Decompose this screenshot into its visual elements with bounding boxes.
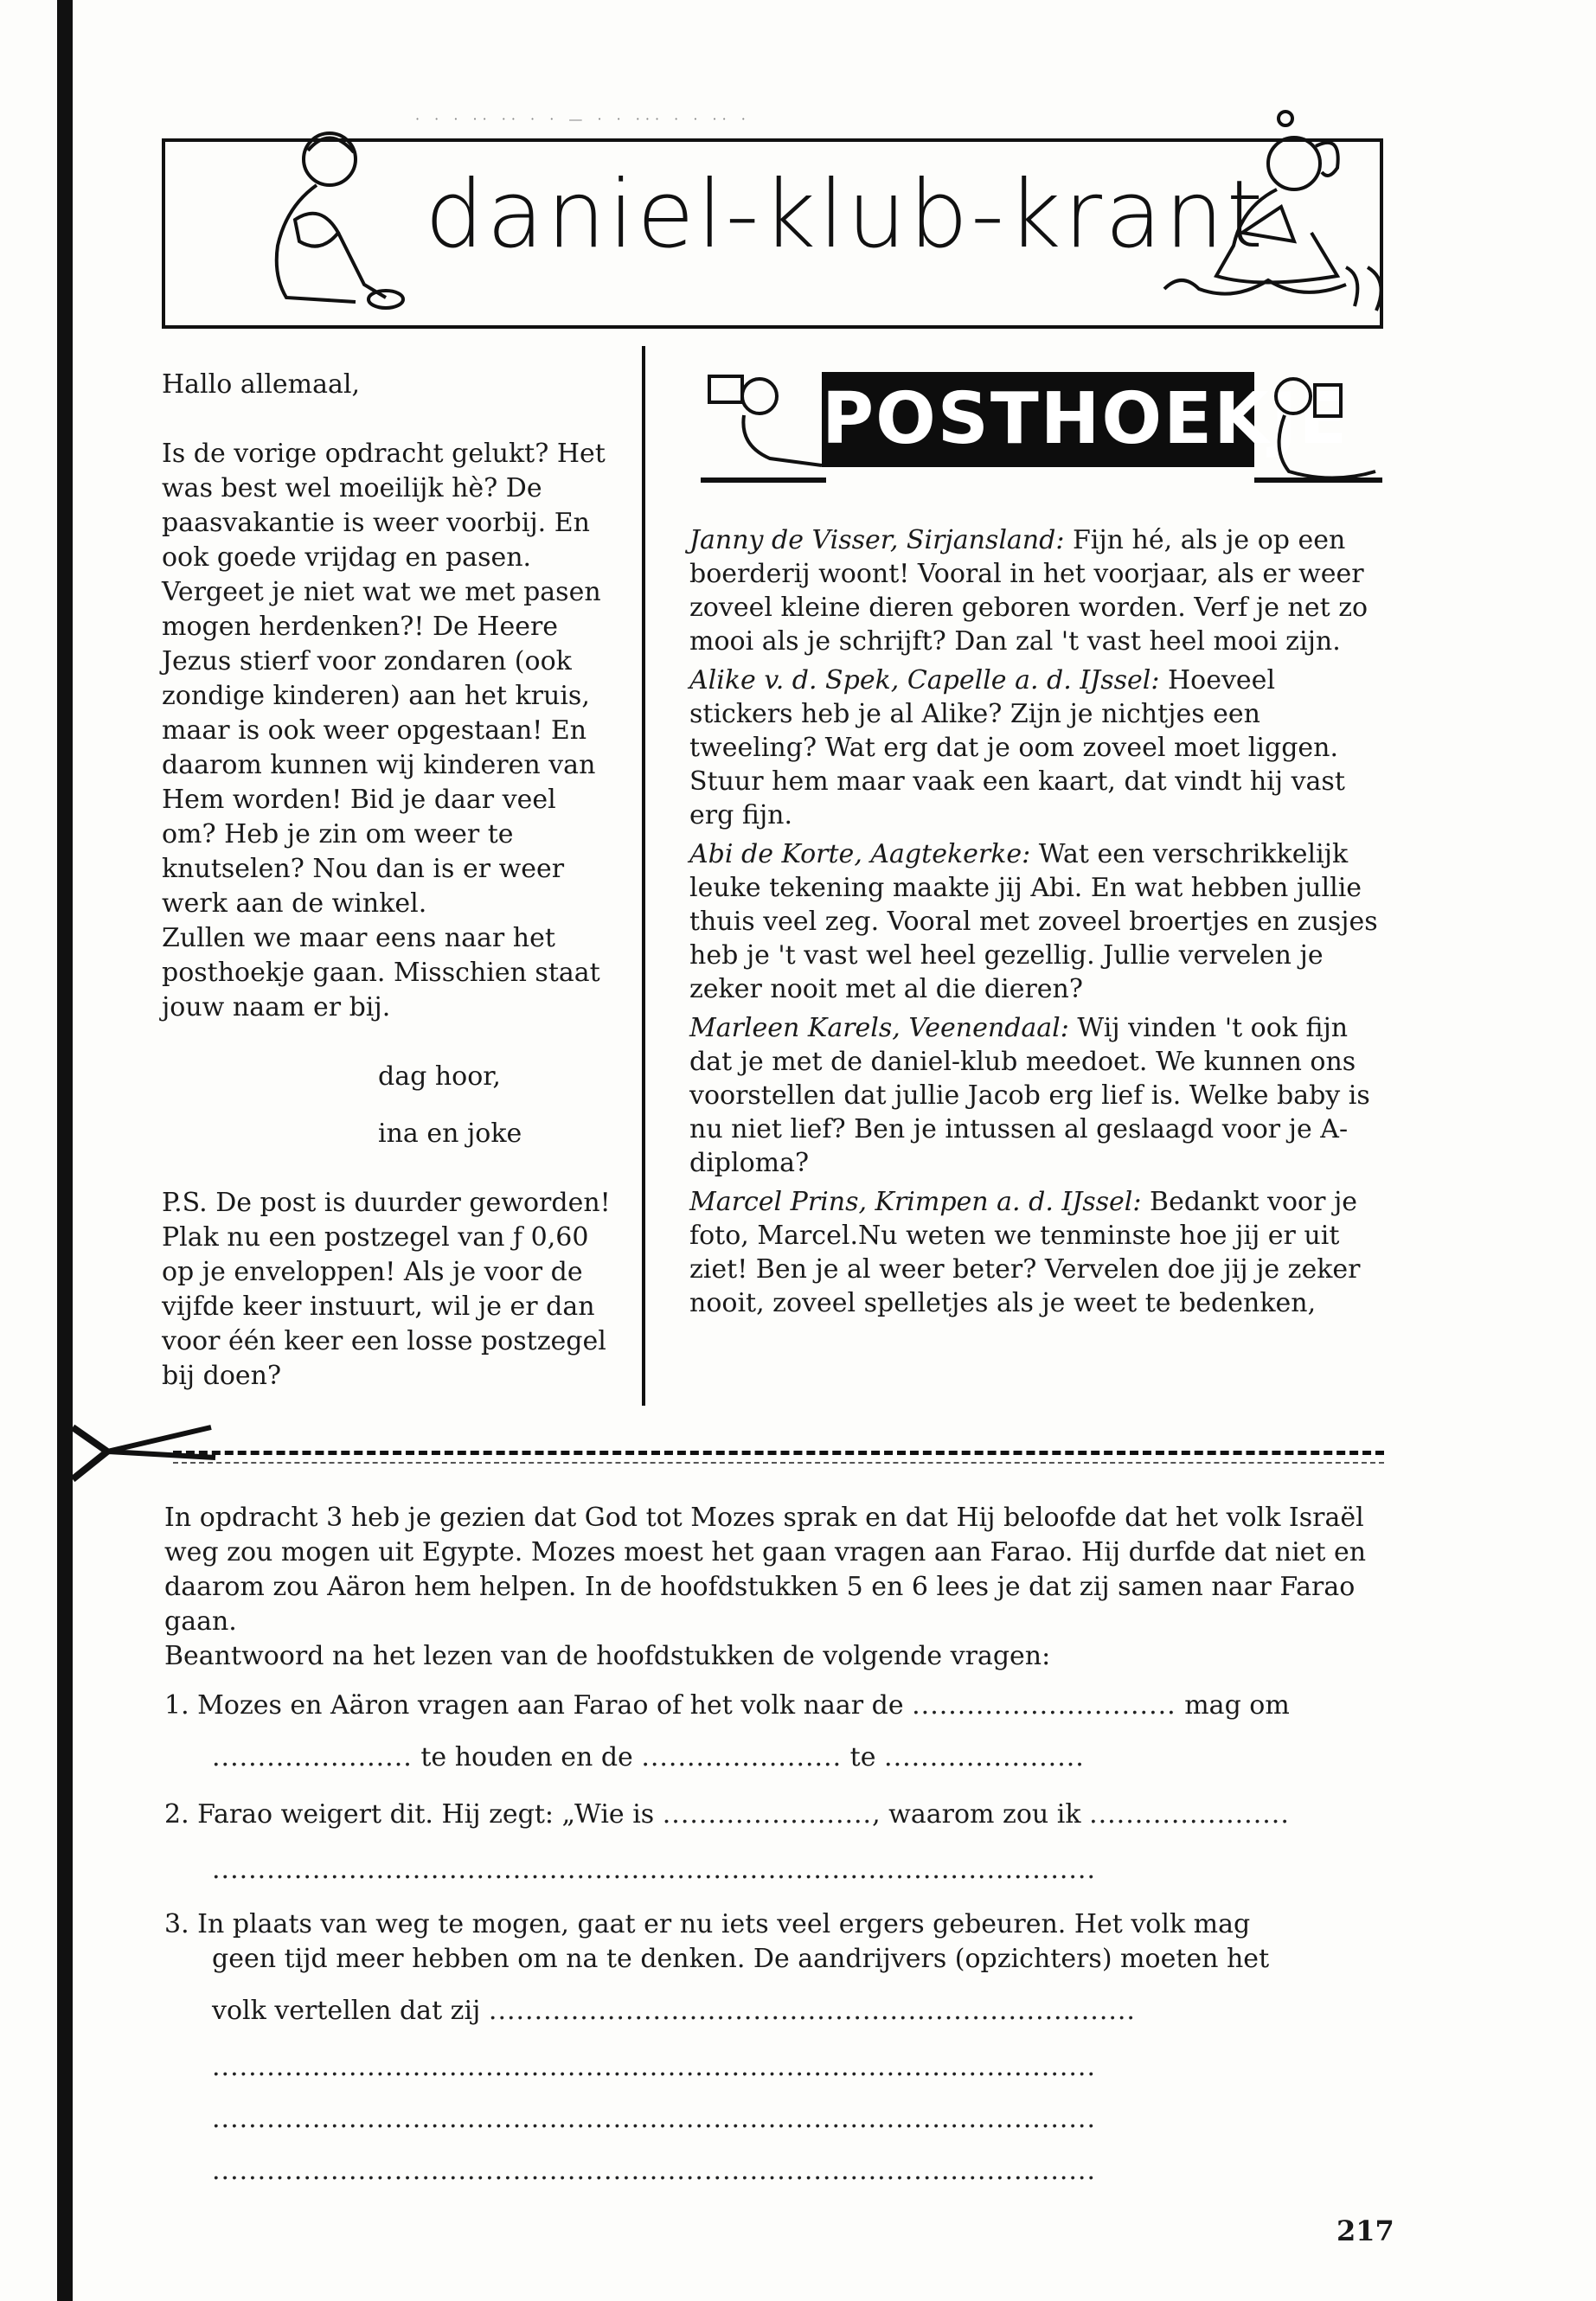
question-1-text-b: mag om bbox=[1184, 1690, 1290, 1721]
question-3-line-3 bbox=[212, 1994, 1136, 2029]
assignment-intro: In opdracht 3 heb je gezien dat God tot Mozes sprak en dat Hij beloofde dat het volk Israël weg zou mogen uit Egypte. Mozes moest het gaan vragen aan Farao. Hij durfde dat niet en daarom zou Aäron hem helpen. In de hoofdstukken 5 en 6 lees je dat zij samen naar Farao gaan. bbox=[164, 1503, 1367, 1637]
masthead bbox=[162, 138, 1383, 329]
answer-line[interactable]: ................................................................................................. bbox=[212, 2104, 1097, 2134]
post-entry bbox=[689, 663, 1386, 832]
cut-line bbox=[173, 1451, 1384, 1455]
question-1-text-c: te houden en de bbox=[420, 1742, 633, 1772]
cut-line-inner bbox=[173, 1462, 1384, 1464]
question-2-text: 2. Farao weigert dit. Hij zegt: „Wie is bbox=[164, 1799, 655, 1830]
scan-speckle: · · · ·· ·· · · — · · ··· · · ·· · bbox=[415, 111, 751, 127]
letter-closing: dag hoor, bbox=[378, 1061, 501, 1092]
assignment-intro-block bbox=[164, 1501, 1386, 1674]
post-entry-text: Hoeveel stickers heb je al Alike? Zijn je nichtjes een tweeling? Wat erg dat je oom zoveel moet liggen. Stuur hem maar vaak een kaart, dat vindt hij vast erg fijn. bbox=[689, 665, 1345, 830]
question-3-text: 3. In plaats van weg te mogen, gaat er nu iets veel ergers gebeuren. Het volk mag bbox=[164, 1909, 1251, 1939]
answer-blank[interactable]: ...................... bbox=[641, 1742, 843, 1772]
post-entry-text: Bedankt voor je foto, Marcel.Nu weten we tenminste hoe jij er uit ziet! Ben je al weer beter? Vervelen doe jij je zeker nooit, zoveel spelletjes als je weet te bedenken, bbox=[689, 1187, 1361, 1318]
posthoekje-banner bbox=[692, 355, 1384, 493]
question-1-text-d: te bbox=[849, 1742, 876, 1772]
question-2-line-2 bbox=[212, 1853, 1096, 1888]
answer-blank[interactable]: ............................. bbox=[912, 1690, 1176, 1721]
reading-child-left-icon bbox=[692, 363, 830, 493]
answer-line[interactable]: ................................................................................................. bbox=[212, 2052, 1097, 2082]
post-entry bbox=[689, 523, 1386, 658]
answer-blank[interactable]: ...................... bbox=[212, 1742, 413, 1772]
letter-signature: ina en joke bbox=[378, 1118, 522, 1149]
girl-reading-illustration bbox=[1130, 103, 1389, 332]
question-3-text-c: volk vertellen dat zij bbox=[212, 1996, 481, 2026]
post-entry-name: Marleen Karels, Veenendaal: bbox=[689, 1013, 1069, 1043]
answer-line[interactable]: ................................................................................................. bbox=[212, 2156, 1097, 2186]
answer-blank[interactable]: ...................... bbox=[1089, 1799, 1290, 1830]
reading-child-right-icon bbox=[1254, 363, 1384, 493]
posthoekje-column bbox=[689, 523, 1386, 1325]
column-divider bbox=[642, 346, 645, 1406]
question-1-text: 1. Mozes en Aäron vragen aan Farao of het volk naar de bbox=[164, 1690, 904, 1721]
question-1-line-2 bbox=[212, 1740, 1085, 1775]
post-entry-name: Janny de Visser, Sirjansland: bbox=[689, 525, 1065, 555]
post-entry-text: Wij vinden 't ook fijn dat je met de daniel-klub meedoet. We kunnen ons voorstellen dat jullie Jacob erg lief is. Welke baby is nu niet lief? Ben je intussen al geslaagd voor je A-diploma? bbox=[689, 1013, 1370, 1178]
question-3-text-b: geen tijd meer hebben om na te denken. De aandrijvers (opzichters) moeten het bbox=[212, 1944, 1270, 1974]
letter-body: Is de vorige opdracht gelukt? Het was best wel moeilijk hè? De paasvakantie is weer voorbij. En ook goede vrijdag en pasen. Vergeet je niet wat we met pasen mogen herdenken?! De Heere Jezus stierf voor zondaren (ook zondige kinderen) aan het kruis, maar is ook weer opgestaan! En daarom kunnen wij kinderen van Hem worden! Bid je daar veel om? Heb je zin om weer te knutselen? Nou dan is er weer werk aan de winkel. bbox=[162, 439, 606, 919]
answer-blank[interactable]: ................................................................................................. bbox=[212, 1855, 1097, 1885]
masthead-title: daniel-klub-krant bbox=[425, 161, 1266, 269]
page-number: 217 bbox=[1336, 2214, 1394, 2247]
post-entry-text: Fijn hé, als je op een boerderij woont! Vooral in het voorjaar, als er weer zoveel kleine dieren geboren worden. Verf je net zo mooi als je schrijft? Dan zal 't vast heel mooi zijn. bbox=[689, 525, 1368, 657]
letter-greeting: Hallo allemaal, bbox=[162, 369, 361, 400]
post-entry-name: Abi de Korte, Aagtekerke: bbox=[689, 839, 1031, 869]
question-1-line-1 bbox=[164, 1689, 1290, 1723]
letter-column bbox=[162, 368, 612, 1394]
post-entry-name: Alike v. d. Spek, Capelle a. d. IJssel: bbox=[689, 665, 1160, 695]
posthoekje-title: POSTHOEKJE bbox=[822, 372, 1254, 467]
binding-edge bbox=[57, 0, 73, 2301]
answer-blank[interactable]: ....................................................................... bbox=[488, 1996, 1136, 2026]
assignment-instruction: Beantwoord na het lezen van de hoofdstukken de volgende vragen: bbox=[164, 1641, 1051, 1671]
post-entry-text: Wat een verschrikkelijk leuke tekening maakte jij Abi. En wat hebben jullie thuis veel zeg. Vooral met zoveel broertjes en zusjes heb je 't vast wel heel gezellig. Jullie vervelen je zeker nooit met al die dieren? bbox=[689, 839, 1378, 1004]
letter-ps: P.S. De post is duurder geworden! Plak nu een postzegel van ƒ 0,60 op je enveloppen! Als je voor de vijfde keer instuurt, wil je er dan voor één keer een losse postzegel bij doen? bbox=[162, 1188, 611, 1391]
post-entry bbox=[689, 1185, 1386, 1320]
question-2-line-1 bbox=[164, 1798, 1290, 1832]
answer-blank[interactable]: ....................... bbox=[662, 1799, 873, 1830]
boy-reading-illustration bbox=[234, 125, 407, 328]
letter-body-2: Zullen we maar eens naar het posthoekje gaan. Misschien staat jouw naam er bij. bbox=[162, 923, 600, 1022]
question-2-text-b: , waarom zou ik bbox=[872, 1799, 1081, 1830]
post-entry bbox=[689, 837, 1386, 1006]
question-3-line-1 bbox=[164, 1907, 1250, 1942]
question-3-line-2 bbox=[212, 1942, 1269, 1977]
post-entry-name: Marcel Prins, Krimpen a. d. IJssel: bbox=[689, 1187, 1142, 1217]
post-entry bbox=[689, 1011, 1386, 1180]
answer-blank[interactable]: ...................... bbox=[884, 1742, 1085, 1772]
